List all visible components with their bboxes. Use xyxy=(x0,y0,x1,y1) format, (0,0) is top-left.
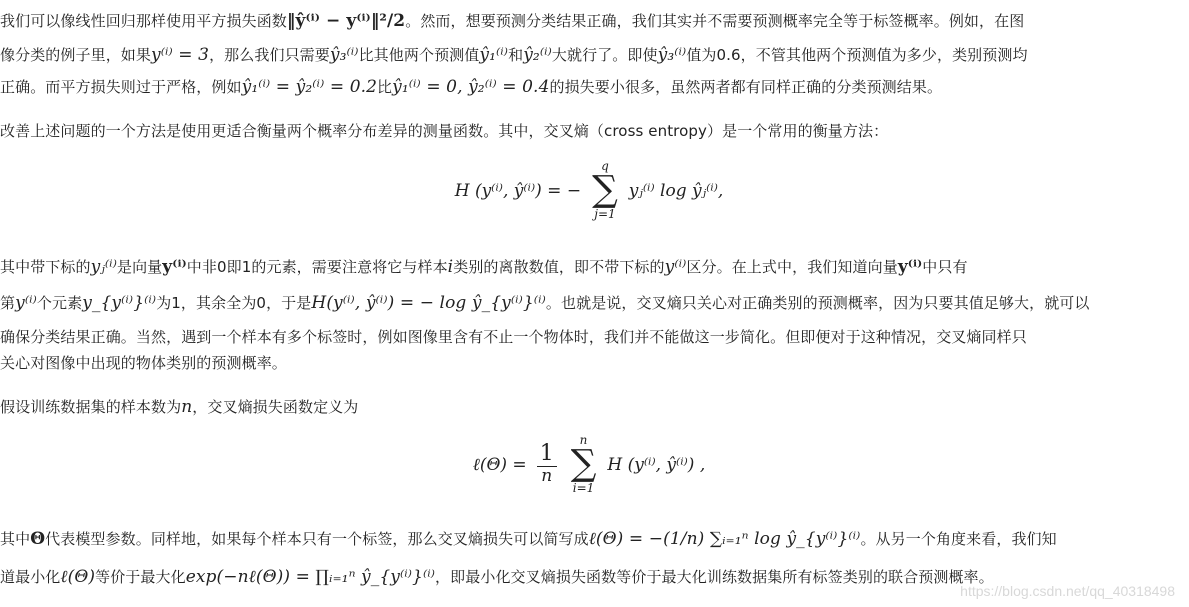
sum-lower-limit: j=1 xyxy=(594,207,616,221)
paragraph-notation-2 xyxy=(0,288,1090,319)
text: 改善上述问题的一个方法是使用更适合衡量两个概率分布差异的测量函数。其中，交叉熵（cross entropy）是一个常用的衡量方法： xyxy=(0,122,889,140)
text: 其中带下标的 xyxy=(0,258,91,276)
math-inline: ℓ(Θ) xyxy=(60,567,96,587)
text: 中只有 xyxy=(922,258,968,276)
text: 个元素 xyxy=(36,294,83,312)
paragraph-squared-loss-3 xyxy=(0,72,942,103)
text: 等价于最大化 xyxy=(95,568,186,586)
math-inline: ŷ₃⁽ⁱ⁾ xyxy=(657,45,687,65)
math-inline: ŷ₂⁽ⁱ⁾ xyxy=(523,45,552,65)
paragraph-squared-loss-2 xyxy=(0,40,1028,71)
math-inline: yⱼ⁽ⁱ⁾ xyxy=(90,257,117,277)
math-inline: y⁽ⁱ⁾ xyxy=(15,293,37,313)
text: 第 xyxy=(0,294,16,312)
text: 。也就是说，交叉熵只关心对正确类别的预测概率，因为只要其值足够大，就可以 xyxy=(545,294,1090,312)
equation-lhs: H (y⁽ⁱ⁾, ŷ⁽ⁱ⁾) = − xyxy=(454,181,582,201)
math-inline: Θ xyxy=(30,529,46,549)
paragraph-model-params xyxy=(0,524,1057,555)
sum-upper-limit: q xyxy=(601,159,609,173)
math-inline: ŷ₁⁽ⁱ⁾ xyxy=(479,45,509,65)
text: 代表模型参数。同样地，如果每个样本只有一个标签，那么交叉熵损失可以简写成 xyxy=(45,530,589,548)
text: 为1，其余全为0，于是 xyxy=(156,294,312,312)
equation-rhs: H (y⁽ⁱ⁾, ŷ⁽ⁱ⁾) , xyxy=(607,455,706,475)
fraction-denominator: n xyxy=(541,466,553,487)
math-inline: y⁽ⁱ⁾ = 3 xyxy=(151,45,210,65)
text: 类别的离散数值，即不带下标的 xyxy=(453,258,665,276)
paragraph-notation-4 xyxy=(0,348,287,379)
math-inline: ŷ₁⁽ⁱ⁾ = 0, ŷ₂⁽ⁱ⁾ = 0.4 xyxy=(392,77,550,97)
text: 确保分类结果正确。当然，遇到一个样本有多个标签时，例如图像里含有不止一个物体时，我们并不能做这一步简化。但即便对于这种情况，交叉熵同样只 xyxy=(0,328,1027,346)
text: 的损失要小很多，虽然两者都有同样正确的分类预测结果。 xyxy=(549,78,943,96)
text: 关心对图像中出现的物体类别的预测概率。 xyxy=(0,354,287,372)
text: ，那么我们只需要 xyxy=(209,46,330,64)
text: ，交叉熵损失函数定义为 xyxy=(192,398,359,416)
math-inline: n xyxy=(181,397,193,417)
math-inline: ‖ŷ⁽ⁱ⁾ − y⁽ⁱ⁾‖²/2 xyxy=(286,11,406,31)
watermark: https://blog.csdn.net/qq_40318498 xyxy=(960,583,1175,599)
text: 是向量 xyxy=(116,258,163,276)
text: 中非0即1的元素，需要注意将它与样本 xyxy=(186,258,448,276)
math-inline: H(y⁽ⁱ⁾, ŷ⁽ⁱ⁾) = − log ŷ_{y⁽ⁱ⁾}⁽ⁱ⁾ xyxy=(311,293,546,313)
text: 比 xyxy=(377,78,393,96)
paragraph-dataset-size xyxy=(0,392,358,423)
equation-cross-entropy xyxy=(0,160,1178,220)
math-inline: i xyxy=(447,257,454,277)
text: 。然而，想要预测分类结果正确，我们其实并不需要预测概率完全等于标签概率。例如，在图 xyxy=(405,12,1025,30)
paragraph-notation xyxy=(0,252,968,283)
sum-lower-limit: i=1 xyxy=(572,481,595,495)
math-inline: y⁽ⁱ⁾ xyxy=(897,257,923,277)
text: 道最小化 xyxy=(0,568,61,586)
math-inline: y⁽ⁱ⁾ xyxy=(162,257,187,277)
math-inline: y_{y⁽ⁱ⁾}⁽ⁱ⁾ xyxy=(82,293,157,313)
math-inline: exp(−nℓ(Θ)) = ∏ᵢ₌₁ⁿ ŷ_{y⁽ⁱ⁾}⁽ⁱ⁾ xyxy=(185,567,436,587)
paragraph-model-params-2 xyxy=(0,562,994,593)
sum-symbol: n ∑ i=1 xyxy=(570,433,597,495)
text: ，即最小化交叉熵损失函数等价于最大化训练数据集所有标签类别的联合预测概率。 xyxy=(435,568,994,586)
math-inline: ŷ₁⁽ⁱ⁾ = ŷ₂⁽ⁱ⁾ = 0.2 xyxy=(241,77,378,97)
fraction-numerator: 1 xyxy=(537,442,557,467)
text: 正确。而平方损失则过于严格，例如 xyxy=(0,78,242,96)
text: 比其他两个预测值 xyxy=(358,46,480,64)
text: 像分类的例子里，如果 xyxy=(0,46,152,64)
sum-symbol: q ∑ j=1 xyxy=(592,159,618,221)
math-inline: ℓ(Θ) = −(1/n) ∑ᵢ₌₁ⁿ log ŷ_{y⁽ⁱ⁾}⁽ⁱ⁾ xyxy=(588,529,861,549)
paragraph-cross-entropy-intro xyxy=(0,116,888,147)
text: 值为0.6，不管其他两个预测值为多少，类别预测均 xyxy=(686,46,1028,64)
text: 假设训练数据集的样本数为 xyxy=(0,398,182,416)
text: 大就行了。即使 xyxy=(551,46,658,64)
text: 。从另一个角度来看，我们知 xyxy=(860,530,1057,548)
equation-rhs: yⱼ⁽ⁱ⁾ log ŷⱼ⁽ⁱ⁾, xyxy=(628,181,724,201)
text: 我们可以像线性回归那样使用平方损失函数 xyxy=(0,12,287,30)
sum-upper-limit: n xyxy=(579,433,588,447)
equation-loss-function xyxy=(0,434,1178,494)
text: 其中 xyxy=(0,530,31,548)
math-inline: ŷ₃⁽ⁱ⁾ xyxy=(329,45,359,65)
paragraph-squared-loss xyxy=(0,6,1024,37)
equation-lhs: ℓ(Θ) = xyxy=(472,455,527,475)
text: 和 xyxy=(508,46,524,64)
fraction xyxy=(537,442,557,486)
math-inline: y⁽ⁱ⁾ xyxy=(664,257,687,277)
text: 区分。在上式中，我们知道向量 xyxy=(686,258,898,276)
